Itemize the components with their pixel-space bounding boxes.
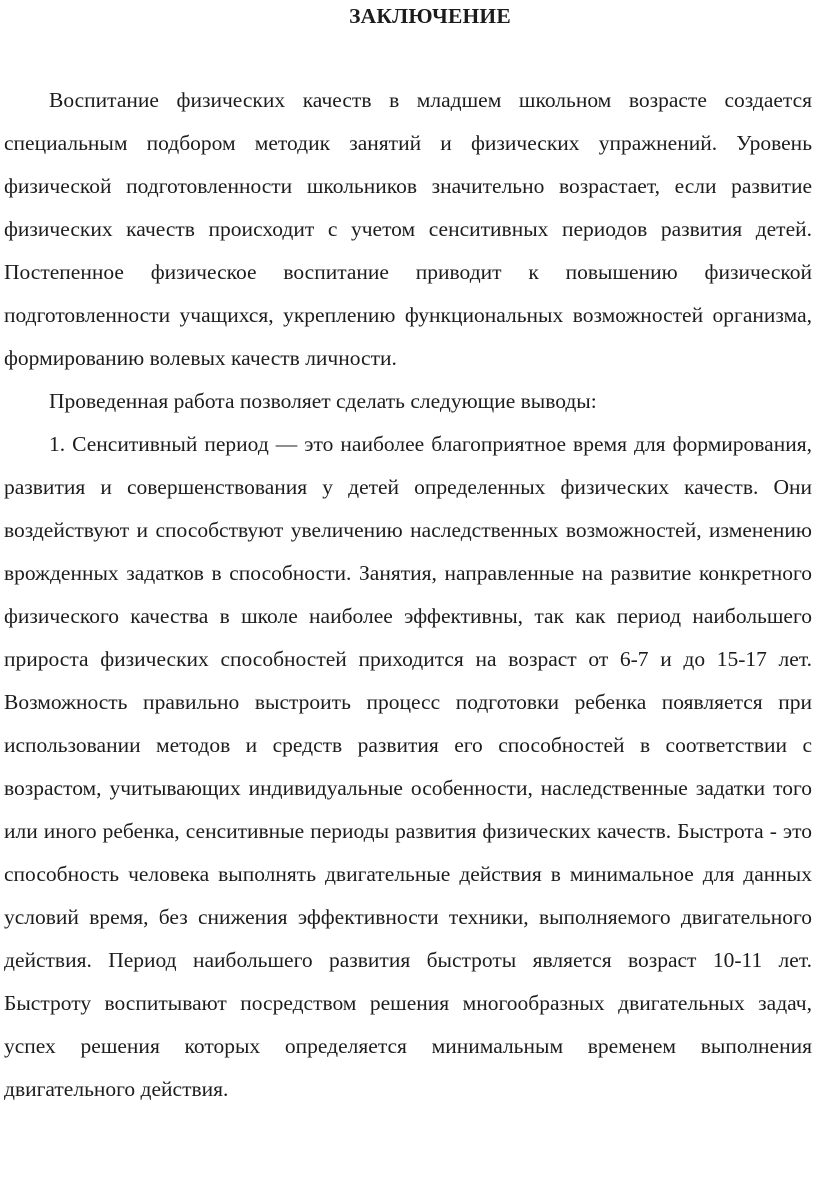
document-body: [4, 79, 812, 1111]
paragraph-conclusion-1: 1. Сенситивный период — это наиболее благоприятное время для формирования, развития и совершенствования у детей определенных физических качеств. Они воздействуют и способствуют увеличению наследственных возможностей, изменению врожденных задатков в способности. Занятия, направленные на развитие конкретного физического качества в школе наиболее эффективны, так как период наибольшего прироста физических способностей приходится на возраст от 6-7 и до 15-17 лет. Возможность правильно выстроить процесс подготовки ребенка появляется при использовании методов и средств развития его способностей в соответствии с возрастом, учитывающих индивидуальные особенности, наследственные задатки того или иного ребенка, сенситивные периоды развития физических качеств. Быстрота - это способность человека выполнять двигательные действия в минимальное для данных условий время, без снижения эффективности техники, выполняемого двигательного действия. Период наибольшего развития быстроты является возраст 10-11 лет. Быстроту воспитывают посредством решения многообразных двигательных задач, успех решения которых определяется минимальным временем выполнения двигательного действия.: [4, 432, 812, 1101]
paragraph-intro: Воспитание физических качеств в младшем школьном возрасте создается специальным подбором методик занятий и физических упражнений. Уровень физической подготовленности школьников значительно возрастает, если развитие физических качеств происходит с учетом сенситивных периодов развития детей. Постепенное физическое воспитание приводит к повышению физической подготовленности учащихся, укреплению функциональных возможностей организма, формированию волевых качеств личности.: [4, 88, 812, 370]
document-title: ЗАКЛЮЧЕНИЕ: [349, 4, 511, 28]
paragraph-conclusions-lead: Проведенная работа позволяет сделать следующие выводы:: [49, 389, 597, 413]
